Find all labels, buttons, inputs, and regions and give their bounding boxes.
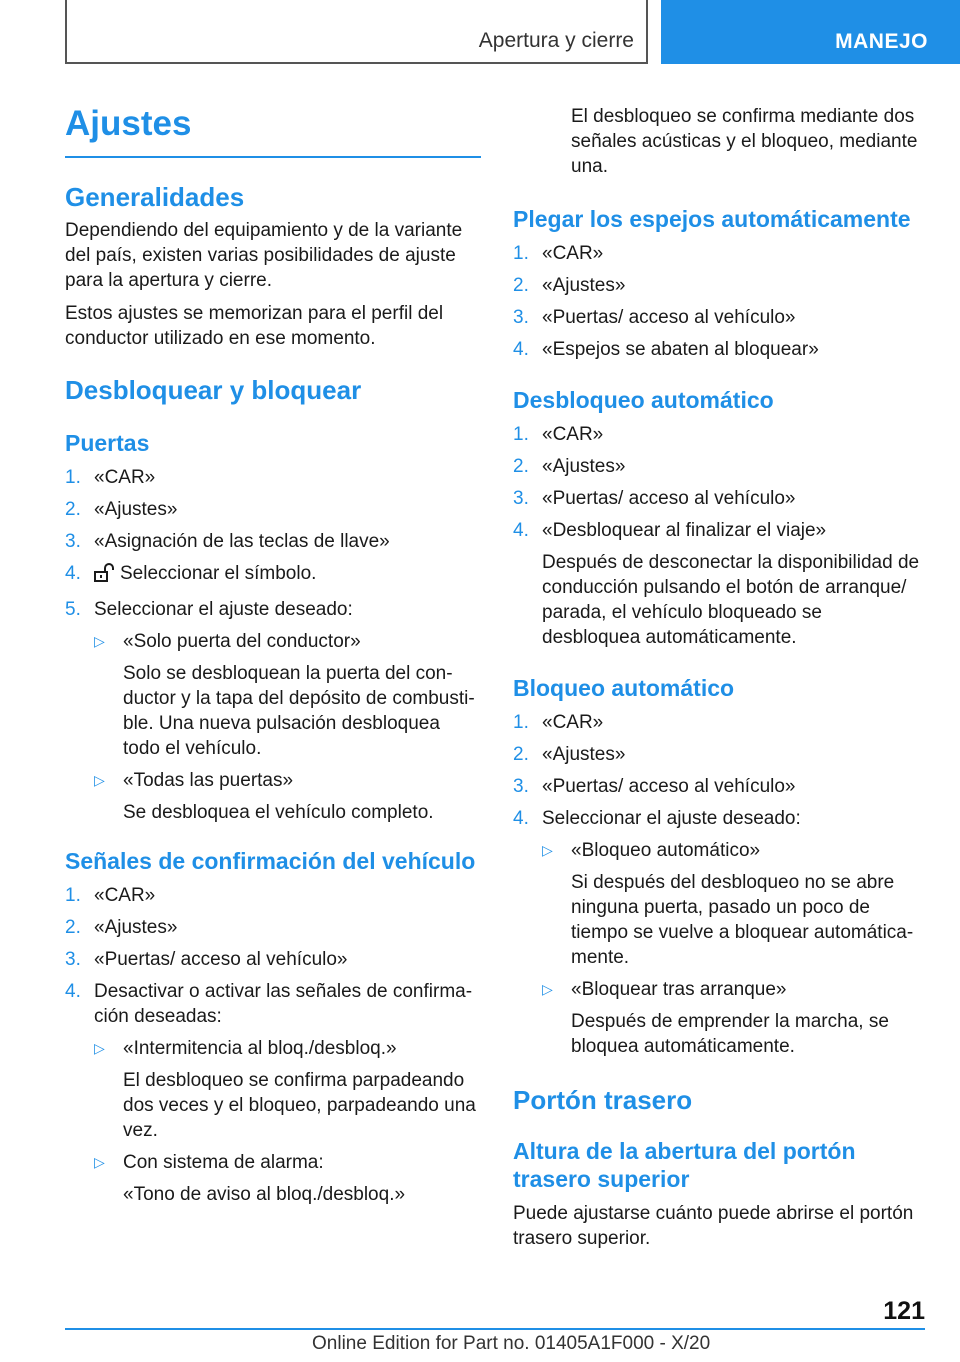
triangle-icon: ▷	[94, 633, 105, 649]
list-item: 3. «Puertas/ acceso al vehículo»	[513, 307, 796, 328]
options-list	[542, 838, 925, 1059]
step-note: Después de desconectar la disponibilidad de conducción pulsando el botón de arranque/ parada, el vehículo bloqueado se desbloquea automáticamente.	[542, 552, 920, 648]
triangle-icon: ▷	[94, 1154, 105, 1170]
list-item: 4. Desactivar o activar las señales de confirmación deseadas: ▷ «Intermitencia al bloq./desbloq.» El desbloqueo se confirma parpadeando dos veces y el bloqueo, parpadeando una vez. ▷ Con sistema de alarma: «Tono de aviso al bloq./desbloq.»	[65, 979, 481, 1207]
list-item: 1. «CAR»	[513, 712, 604, 733]
list-item: 2. «Ajustes»	[513, 275, 626, 296]
section-tab[interactable]	[661, 0, 960, 64]
triangle-icon: ▷	[542, 981, 553, 997]
list-item: 4. «Espejos se abaten al bloquear»	[513, 339, 819, 360]
option-desc: El desbloqueo se confirma parpadeando dos veces y el bloqueo, parpadeando una vez.	[123, 1070, 476, 1141]
list-item: 3. «Puertas/ acceso al vehículo»	[513, 488, 796, 509]
list-item: 3. «Asignación de las teclas de llave»	[65, 531, 390, 552]
footer-divider	[65, 1328, 925, 1330]
edition-text: Online Edition for Part no. 01405A1F000 - X/20	[312, 1333, 711, 1354]
option-desc: Se desbloquea el vehículo completo.	[123, 802, 434, 823]
heading-espejos: Plegar los espejos automáticamente	[513, 206, 911, 232]
steps-list	[513, 422, 925, 650]
steps-list	[65, 883, 481, 1207]
option-desc: «Tono de aviso al bloq./desbloq.»	[123, 1184, 406, 1205]
list-item: 1. «CAR»	[513, 424, 604, 445]
option-item: ▷ Con sistema de alarma: «Tono de aviso al bloq./desbloq.»	[94, 1150, 481, 1207]
list-item: 5. Seleccionar el ajuste deseado: ▷ «Solo puerta del conductor» Solo se desbloquean la puerta del conductor y la tapa del depósito de combustible. Una nueva pulsación desbloquea todo el vehículo. ▷ «Todas las puertas» Se desbloquea el vehículo completo.	[65, 597, 481, 825]
option-item: ▷ «Intermitencia al bloq./desbloq.» El desbloqueo se confirma parpadeando dos veces y el bloqueo, parpadeando una vez.	[94, 1036, 481, 1143]
heading-bloqueo-automatico: Bloqueo automático	[513, 675, 735, 701]
heading-generalidades: Generalidades	[65, 182, 245, 212]
heading-puertas: Puertas	[65, 430, 150, 456]
chapter-title: Apertura y cierre	[478, 29, 634, 52]
steps-list	[513, 241, 925, 362]
chapter-tab[interactable]	[65, 0, 648, 64]
paragraph: Puede ajustarse cuánto puede abrirse el portón trasero superior.	[513, 1203, 914, 1249]
page-number: 121	[883, 1297, 925, 1325]
right-column	[513, 100, 925, 1251]
list-item: 2. «Ajustes»	[65, 499, 178, 520]
list-item: 3. «Puertas/ acceso al vehículo»	[65, 949, 348, 970]
list-item: 2. «Ajustes»	[513, 456, 626, 477]
list-item: 4. Seleccionar el ajuste deseado: ▷ «Bloqueo automático» Si después del desbloqueo no se abre ninguna puerta, pasado un poco de tiempo se vuelve a bloquear automáticamente. ▷ «Bloquear tras arranque» Después de emprender la marcha, se bloquea automáticamente.	[513, 806, 925, 1059]
steps-list	[513, 710, 925, 1059]
triangle-icon: ▷	[94, 772, 105, 788]
unlock-icon	[94, 563, 116, 590]
list-item: 3. «Puertas/ acceso al vehículo»	[513, 776, 796, 797]
list-item: 1. «CAR»	[65, 467, 156, 488]
list-item: 4. Seleccionar el símbolo.	[65, 561, 481, 590]
list-item: 4. «Desbloquear al finalizar el viaje» Después de desconectar la disponibilidad de conducción pulsando el botón de arranque/ parada, el vehículo bloqueado se desbloquea automáticamente.	[513, 518, 925, 650]
list-item: 2. «Ajustes»	[513, 744, 626, 765]
paragraph: Estos ajustes se memorizan para el perfil del conductor utilizado en ese momento.	[65, 303, 444, 349]
heading-desbloqueo-automatico: Desbloqueo automático	[513, 387, 774, 413]
page-title: Ajustes	[65, 104, 481, 158]
heading-desbloquear: Desbloquear y bloquear	[65, 375, 362, 405]
paragraph: Dependiendo del equipamiento y de la variante del país, existen varias posibilidades de ajuste para la apertura y cierre.	[65, 220, 463, 291]
triangle-icon: ▷	[542, 842, 553, 858]
steps-list	[65, 465, 481, 825]
option-item: ▷ «Bloqueo automático» Si después del desbloqueo no se abre ninguna puerta, pasado un poco de tiempo se vuelve a bloquear automáticamente.	[542, 838, 925, 970]
triangle-icon: ▷	[94, 1040, 105, 1056]
section-title: MANEJO	[835, 30, 928, 53]
options-list	[94, 629, 481, 825]
options-list	[94, 1036, 481, 1207]
option-desc: Si después del desbloqueo no se abre ninguna puerta, pasado un poco de tiempo se vuelve a bloquear automáticamente.	[571, 872, 914, 968]
heading-altura-abertura: Altura de la abertura del portón trasero superior	[513, 1138, 856, 1192]
option-item: ▷ «Todas las puertas» Se desbloquea el vehículo completo.	[94, 768, 481, 825]
left-column	[65, 100, 481, 1207]
option-item: ▷ «Bloquear tras arranque» Después de emprender la marcha, se bloquea automáticamente.	[542, 977, 925, 1059]
list-item: 1. «CAR»	[65, 885, 156, 906]
heading-senales: Señales de confirmación del vehículo	[65, 848, 476, 874]
option-desc: Solo se desbloquean la puerta del conductor y la tapa del depósito de combustible. Una nueva pulsación desbloquea todo el vehículo.	[123, 663, 475, 759]
heading-porton-trasero: Portón trasero	[513, 1085, 693, 1115]
continued-text: El desbloqueo se confirma mediante dos señales acústicas y el bloqueo, mediante una.	[571, 106, 918, 177]
list-item: 1. «CAR»	[513, 243, 604, 264]
list-item: 2. «Ajustes»	[65, 917, 178, 938]
option-desc: Después de emprender la marcha, se bloquea automáticamente.	[571, 1011, 889, 1057]
option-item: ▷ «Solo puerta del conductor» Solo se desbloquean la puerta del conductor y la tapa del depósito de combustible. Una nueva pulsación desbloquea todo el vehículo.	[94, 629, 481, 761]
